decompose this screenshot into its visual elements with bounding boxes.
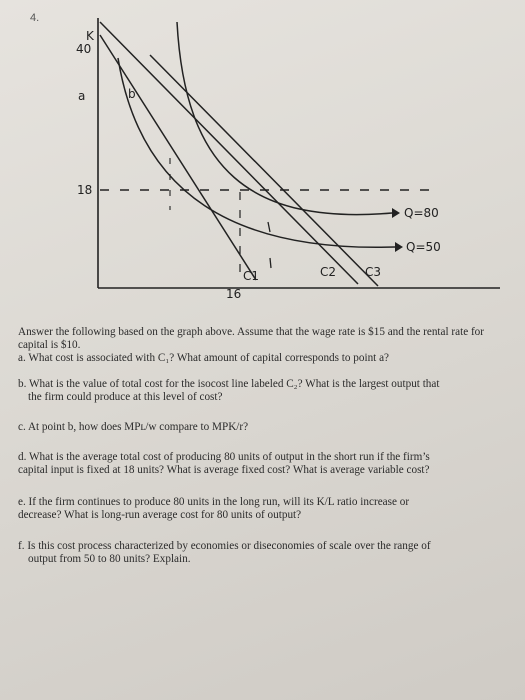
- tick-mark: [268, 222, 270, 232]
- question-e-line2: decrease? What is long-run average cost for 80 units of output?: [18, 508, 302, 521]
- isocost-label-c2: C2: [320, 265, 337, 279]
- question-d-line2: capital input is fixed at 18 units? What is average fixed cost? What is average variable cost?: [18, 464, 430, 477]
- question-e-line1: e. If the firm continues to produce 80 units in the long run, will its K/L ratio increase or: [18, 495, 410, 508]
- question-b-line2: the firm could produce at this level of cost?: [28, 390, 223, 403]
- question-number: 4.: [30, 12, 40, 24]
- isoquant-q80: [177, 22, 392, 215]
- isocost-label-c3: C3: [365, 265, 382, 279]
- isoquant-q80-arrowhead: [392, 208, 400, 218]
- point-b-label: b: [128, 87, 136, 101]
- k-value-18: 18: [77, 183, 93, 197]
- question-c: [18, 421, 498, 434]
- isocost-line-c3: [150, 55, 378, 286]
- question-d-line1: d. What is the average total cost of producing 80 units of output in the short run if the firm’s: [18, 451, 430, 464]
- question-f: [18, 540, 498, 566]
- instructions-text: Answer the following based on the graph above. Assume that the wage rate is $15 and the rental rate for capital is $10.: [18, 326, 485, 352]
- tick-mark: [270, 258, 271, 268]
- isoquant-q50-arrowhead: [395, 242, 403, 252]
- question-a-text: a. What cost is associated with C₁? What amount of capital corresponds to point a?: [18, 352, 390, 365]
- isoquant-q50: [118, 58, 395, 247]
- isoquant-label-q50: Q=50: [406, 240, 441, 254]
- question-f-line2: output from 50 to 80 units? Explain.: [28, 553, 191, 566]
- question-list: [18, 326, 498, 566]
- question-f-line1: f. Is this cost process characterized by economies or diseconomies of scale over the range of: [18, 540, 431, 553]
- question-b: [18, 378, 498, 404]
- question-d: [18, 451, 498, 477]
- l-value-16: 16: [226, 287, 242, 301]
- question-e: [18, 496, 498, 522]
- isocost-label-c1: C1: [243, 269, 260, 283]
- k-axis-label: K: [86, 29, 94, 43]
- question-b-line1: b. What is the value of total cost for the isocost line labeled C₂? What is the largest output that: [18, 377, 440, 390]
- isocost-isoquant-graph: [0, 0, 525, 320]
- point-a-label: a: [78, 89, 86, 103]
- isoquant-label-q80: Q=80: [404, 206, 439, 220]
- k-value-40: 40: [76, 42, 92, 56]
- question-a: [18, 352, 498, 365]
- question-c-text: c. At point b, how does MPʟ/w compare to MPK/r?: [18, 421, 249, 434]
